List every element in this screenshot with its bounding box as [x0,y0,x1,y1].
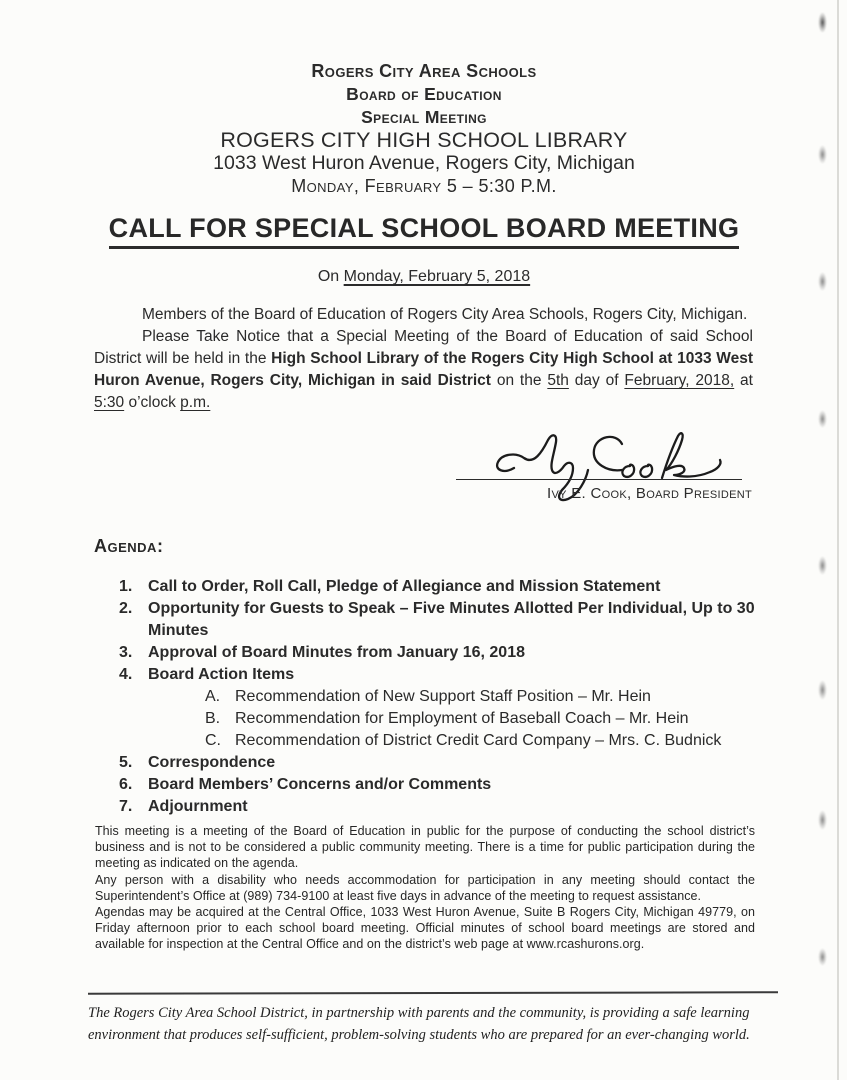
notice-body [94,304,753,414]
agenda-item: 2. Opportunity for Guests to Speak – Five Minutes Allotted Per Individual, Up to 30 Minutes [119,600,755,639]
notice-paragraph-1: Members of the Board of Education of Rogers City Area Schools, Rogers City, Michigan. [142,306,748,323]
scan-artifact [818,410,827,428]
scan-artifact [818,948,827,966]
meeting-title: CALL FOR SPECIAL SCHOOL BOARD MEETING [109,213,740,249]
date-prefix: On [317,268,344,285]
scan-artifact [818,556,827,575]
agenda-item: 6. Board Members’ Concerns and/or Comments [119,776,492,793]
agenda-subitem: C. Recommendation of District Credit Card Company – Mrs. C. Budnick [205,732,722,749]
agenda-item: 5. Correspondence [119,754,276,771]
venue-line: ROGERS CITY HIGH SCHOOL LIBRARY [220,128,628,152]
agenda-subitem: B. Recommendation for Employment of Baseball Coach – Mr. Hein [205,710,689,727]
mission-statement-block [88,1002,788,1046]
scan-artifact [818,145,827,164]
org-name: Rogers City Area Schools [311,61,537,81]
scan-artifact [818,680,827,700]
datetime-line: Monday, February 5 – 5:30 P.M. [291,176,557,196]
footer-rule [88,991,778,994]
signature-line [456,479,742,480]
meeting-date-line [94,268,754,286]
agenda-item: 3. Approval of Board Minutes from January 16, 2018 [119,644,525,661]
scan-artifact [818,810,827,830]
document-header [94,60,754,198]
agenda-subitem: A. Recommendation of New Support Staff Position – Mr. Hein [205,688,651,705]
page-edge-line [837,0,839,1080]
meeting-date: Monday, February 5, 2018 [343,268,531,285]
address-line: 1033 West Huron Avenue, Rogers City, Michigan [213,152,635,174]
board-name: Board of Education [346,84,502,104]
agenda-item: 1. Call to Order, Roll Call, Pledge of Allegiance and Mission Statement [119,578,661,595]
agenda-list [119,576,759,818]
notice-paragraph-2: Please Take Notice that a Special Meeting of the Board of Education of said School District will be held in the High School Library of the Rogers City High School at 1033 West Huron Avenue, Rogers City, Michigan in said District on the 5th day of February, 2018, at 5:30 o’clock p.m. [94,328,753,411]
scan-artifact [818,12,827,33]
mission-statement: The Rogers City Area School District, in partnership with parents and the community, is providing a safe learning environment that produces self-sufficient, problem-solving students who are prepared for an ever-changing world. [88,1005,750,1043]
agenda-item: 4. Board Action Items [119,666,295,683]
signer-name: Ivy E. Cook, Board President [547,485,752,502]
meeting-type: Special Meeting [361,107,487,127]
scan-artifact [818,272,827,291]
fine-print-paragraph-1: This meeting is a meeting of the Board of Education in public for the purpose of conducting the school district’s business and is not to be considered a public community meeting. There is a time for public participation during the meeting as indicated on the agenda. [95,824,755,871]
fine-print-paragraph-3: Agendas may be acquired at the Central Office, 1033 West Huron Avenue, Suite B Rogers City, Michigan 49779, on Friday afternoon prior to each school board meeting. Official minutes of school board meetings are stored and available for inspection at the Central Office and on the district’s web page at www.rcashurons.org. [95,905,755,952]
fine-print-block [95,823,755,953]
title-row [94,213,754,249]
agenda-heading: Agenda: [94,536,164,556]
fine-print-paragraph-2: Any person with a disability who needs accommodation for participation in any meeting should contact the Superintendent’s Office at (989) 734-9100 at least five days in advance of the meeting to request assistance. [95,872,755,903]
agenda-item: 7. Adjournment [119,798,248,815]
